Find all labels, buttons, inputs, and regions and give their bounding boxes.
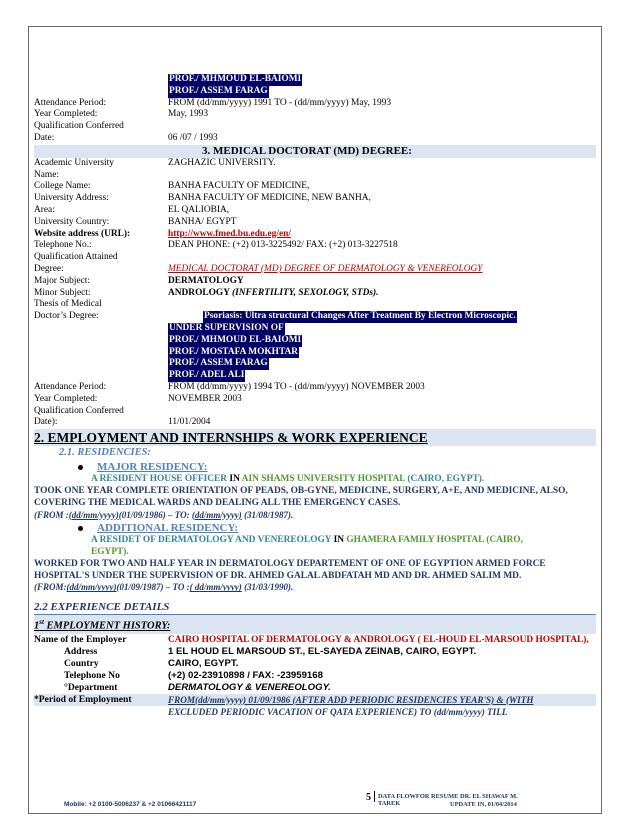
field-value: EXCLUDED PERIODIC VACATION OF QATA EXPERIENCE) TO (dd/mm/yyyy) TILL [168, 706, 508, 717]
additional-residency-description: WORKED FOR TWO AND HALF YEAR IN DERMATOLOGY DEPARTEMENT OF ONE OF EGYPTION ARMED FORCE HOSPITAL'S UNDER THE SUPERVISION OF DR. AHMED GALAL ABDFATAH MD AND DR. AHMED SALIM MD. [34, 558, 546, 581]
page-number: 5 [366, 792, 371, 803]
field-value: DERMATOLOGY & VENEREOLOGY. [168, 681, 331, 693]
field-value: DEAN PHONE: (+2) 013-3225492/ FAX: (+2) 013-3227518 [168, 240, 398, 251]
field-value: 1 EL HOUD EL MARSOUD ST., EL-SAYEDA ZEINAB, CAIRO, EGYPT. [168, 645, 477, 657]
field-label: Country [64, 657, 99, 669]
bullet-icon [78, 526, 83, 531]
date-text: (01/09/1986) – TO: [118, 509, 190, 520]
supervisor-line: PROF./ ASSEM FARAG [169, 358, 268, 369]
page-content [34, 74, 596, 718]
experience-details-heading: 2.2 EXPERIENCE DETAILS [34, 601, 170, 614]
date-text: (FROM: [34, 582, 67, 593]
field-label: Telephone No [64, 669, 120, 681]
field-label: Name of the Employer [34, 633, 127, 645]
supervisor-line: PROF./ ADEL ALI [169, 370, 245, 381]
field-label: University Address: [34, 193, 109, 204]
thesis-title: Psoriasis: Ultra structural Changes After Treatment By Electron Microscopic. [204, 311, 516, 322]
field-value: May, 1993 [168, 109, 209, 120]
field-label: Attendance Period: [34, 97, 107, 108]
field-label: College Name: [34, 181, 91, 192]
field-value: NOVEMBER 2003 [168, 393, 242, 404]
field-value: FROM(dd/mm/yyyy) 01/09/1986 (AFTER ADD PERIODIC RESIDENCIES YEAR'S) & (WITH [168, 694, 534, 705]
text: A RESIDET OF DERMATOLOGY AND VENEREOLOGY [91, 535, 332, 546]
date-text: (dd/mm/yyyy) [191, 509, 242, 520]
field-value: BANHA FACULTY OF MEDICINE, NEW BANHA, [168, 193, 371, 204]
employer-value: CAIRO HOSPITAL OF DERMATOLOGY & ANDROLOGY ( EL-HOUD EL-MARSOUD HOSPITAL), [168, 634, 589, 645]
section-heading-md: 3. MEDICAL DOCTORAT (MD) DEGREE: [202, 144, 412, 157]
field-label: Doctor’s Degree: [34, 311, 99, 322]
text: IN [229, 474, 240, 485]
footer-mobile: Mobile: +2 0100-5006237 & +2 01066421117 [64, 801, 197, 808]
degree-value: MEDICAL DOCTORAT (MD) DEGREE OF DERMATOLOGY & VENEREOLOGY [168, 263, 483, 274]
date-text: ( dd/mm/yyyy) [189, 582, 242, 593]
date-text: (31/08/1987). [244, 509, 294, 520]
field-value: ZAGHAZIC UNIVERSITY. [168, 157, 276, 168]
date-text: (31/03/1990). [244, 582, 294, 593]
major-residency-heading: MAJOR RESIDENCY: [97, 461, 208, 474]
date-text: (dd/mm/yyyy) [66, 582, 117, 593]
hospital-name: AIN SHAMS UNIVERSITY HOSPITAL [241, 474, 405, 485]
footer-summary: DATA FLOWFOR RESUME DR. EL SHAWAF M. TAREK [378, 793, 518, 807]
field-label: Qualification Conferred [34, 405, 124, 416]
field-value: FROM (dd/mm/yyyy) 1994 TO - (dd/mm/yyyy) NOVEMBER 2003 [168, 381, 425, 392]
field-label: Attendance Period: [34, 381, 107, 392]
text: EGYPT). [91, 547, 129, 558]
field-label: University Country: [34, 216, 110, 227]
field-label: Thesis of Medical [34, 299, 102, 310]
supervisor-line: PROF./ MHMOUD EL-BAIOMI [169, 334, 302, 345]
field-value: CAIRO, EGYPT. [168, 657, 239, 669]
field-label: Year Completed: [34, 109, 98, 120]
field-label: Major Subject: [34, 275, 90, 286]
field-value: DERMATOLOGY [168, 275, 244, 286]
date-text: (dd/mm/yyyy) [68, 509, 119, 520]
minor-subject: ANDROLOGY [168, 287, 230, 298]
field-value [168, 170, 596, 182]
section-heading-employment: 2. EMPLOYMENT AND INTERNSHIPS & WORK EXPERIENCE [34, 429, 596, 446]
date-text: (FROM : [34, 509, 69, 520]
field-label: Date: [34, 132, 55, 143]
text: (CAIRO, EGYPT). [407, 474, 485, 485]
supervisor-line: PROF./ MOSTAFA MOKHTAR [169, 346, 299, 357]
field-value: (+2) 02-23910898 / FAX: -23959168 [168, 669, 323, 681]
first-employment-heading: 1st EMPLOYMENT HISTORY: [34, 615, 596, 634]
field-label: Name: [34, 169, 59, 180]
field-value: 06 /07 / 1993 [168, 132, 218, 143]
major-residency-description: TOOK ONE YEAR COMPLETE ORIENTATION OF PEADS, OB-GYNE, MEDICINE, SURGERY, A+E, AND MEDICINE, ALSO, COVERING THE MEDICAL WARDS AND DEALING ALL THE EMERGENCY CASES. [34, 485, 568, 508]
field-label: Telephone No.: [34, 240, 92, 251]
minor-subject-detail: (INFERTILITY, SEXOLOGY, STDs). [231, 287, 379, 298]
supervisor-line: PROF./ ASSEM FARAG [169, 85, 268, 96]
field-value: BANHA FACULTY OF MEDICINE, [168, 181, 310, 192]
date-text: (01/09/1987) – TO : [116, 582, 190, 593]
field-label: Date): [34, 417, 58, 428]
field-value: EL QALIOBIA, [168, 204, 230, 215]
supervisor-line: PROF./ MHMOUD EL-BAIOMI [169, 74, 302, 84]
field-label: Area: [34, 204, 55, 215]
website-link[interactable]: http://www.fmed.bu.edu.eg/en/ [168, 228, 291, 239]
field-value: 11/01/2004 [168, 417, 211, 428]
bullet-icon [78, 465, 83, 470]
text: IN [333, 535, 344, 546]
field-value: BANHA/ EGYPT [168, 216, 237, 227]
field-value: FROM (dd/mm/yyyy) 1991 TO - (dd/mm/yyyy) May, 1993 [168, 97, 392, 108]
residencies-heading: 2.1. RESIDENCIES: [59, 447, 151, 459]
text: A [91, 474, 98, 485]
text: RESIDENT HOUSE OFFICER [99, 474, 228, 485]
additional-residency-heading: ADDITIONAL RESIDENCY: [97, 522, 239, 535]
field-label: °Department [64, 681, 118, 693]
page-footer [64, 788, 534, 812]
field-label: Academic University [34, 157, 114, 168]
field-label: Qualification Conferred [34, 121, 124, 132]
field-label: Qualification Attained [34, 252, 118, 263]
divider [374, 791, 375, 802]
field-label: Degree: [34, 263, 64, 274]
field-label: *Period of Employment [34, 693, 132, 705]
footer-update: UPDATE IN, 01/04/2014 [450, 801, 517, 808]
field-label: Year Completed: [34, 393, 98, 404]
field-label: Minor Subject: [34, 287, 91, 298]
hospital-name: GHAMERA FAMILY HOSPITAL (CAIRO, [346, 535, 523, 546]
field-label: Address [64, 645, 98, 657]
supervisor-line: UNDER SUPERVISION OF [169, 322, 284, 333]
field-label: Website address (URL): [34, 228, 131, 239]
